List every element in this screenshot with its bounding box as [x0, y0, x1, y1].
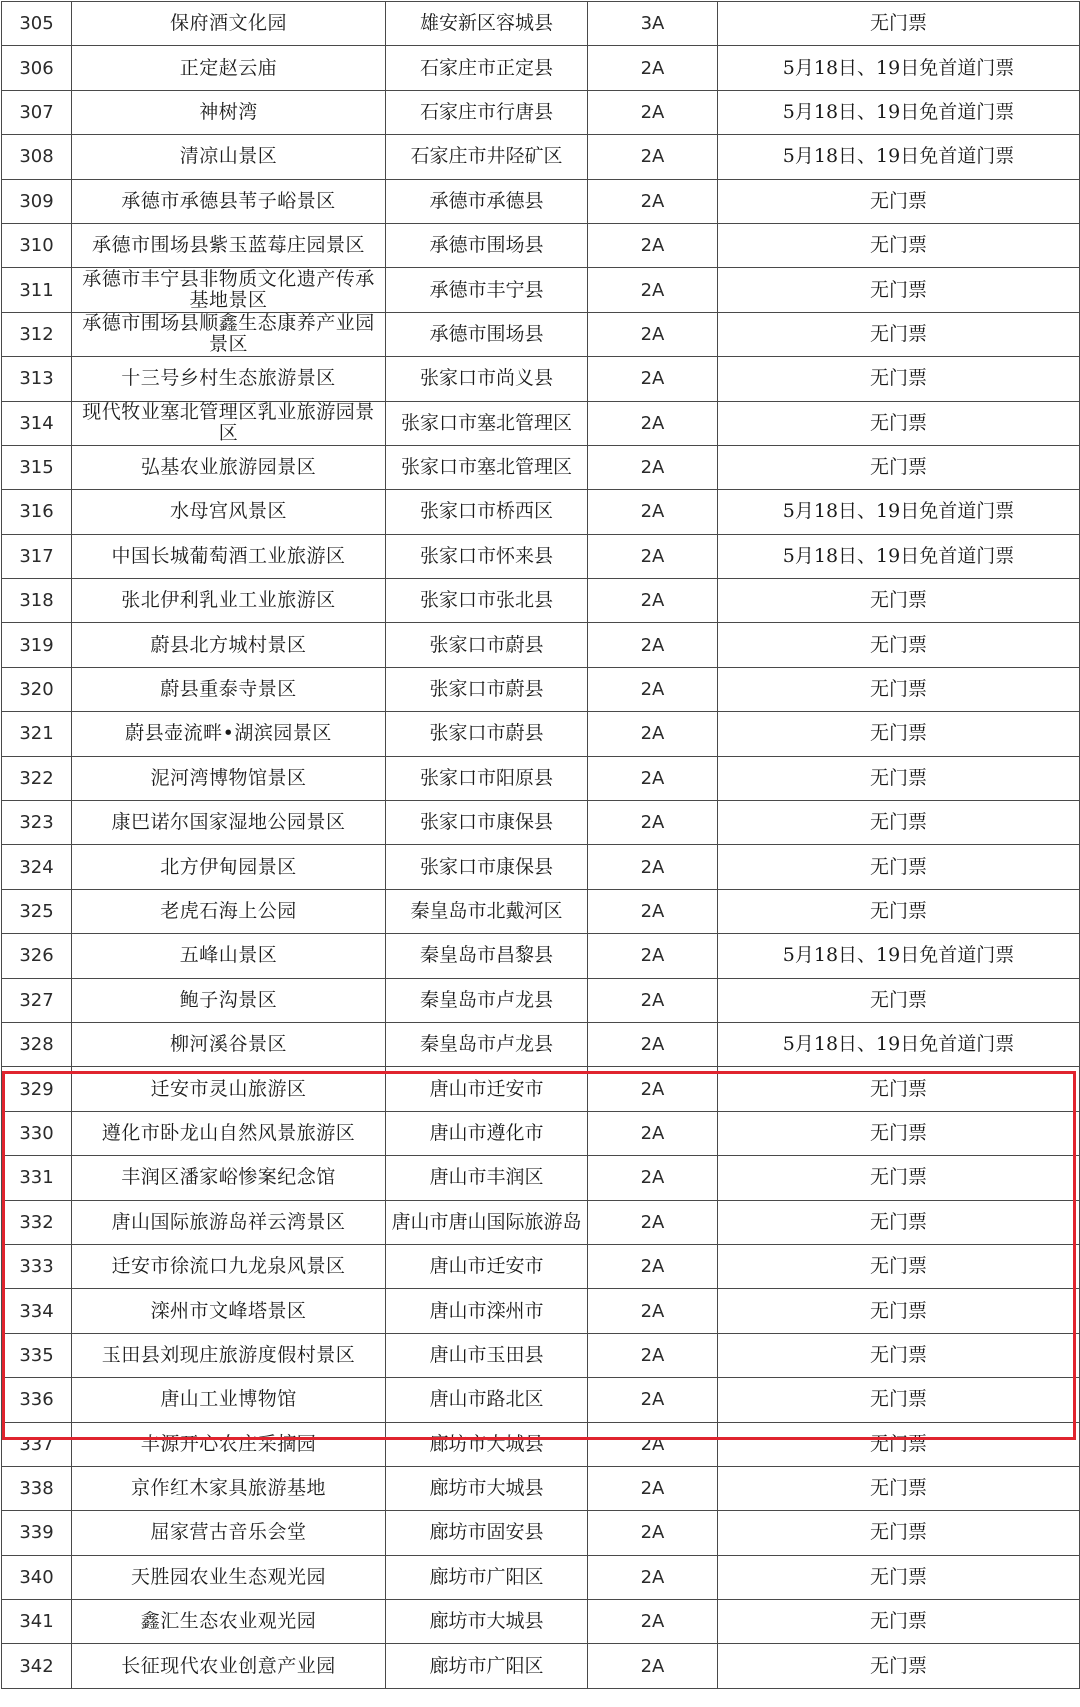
location-cell: 廊坊市广阳区	[386, 1555, 588, 1599]
table-row	[2, 135, 1080, 179]
scenic-area-name-cell: 泥河湾博物馆景区	[72, 756, 386, 800]
table-row	[2, 534, 1080, 578]
scenic-area-name-cell: 水母宫风景区	[72, 490, 386, 534]
scenic-area-name-cell: 鑫汇生态农业观光园	[72, 1600, 386, 1644]
ticket-policy-cell: 5月18日、19日免首道门票	[718, 90, 1080, 134]
table-row	[2, 179, 1080, 223]
location-cell: 承德市丰宁县	[386, 268, 588, 312]
scenic-area-name-cell: 十三号乡村生态旅游景区	[72, 357, 386, 401]
location-cell: 秦皇岛市北戴河区	[386, 889, 588, 933]
scenic-area-name-cell: 鲍子沟景区	[72, 978, 386, 1022]
ticket-policy-cell: 无门票	[718, 623, 1080, 667]
scenic-area-name-cell: 唐山工业博物馆	[72, 1378, 386, 1422]
grade-cell: 2A	[588, 1111, 718, 1155]
location-cell: 秦皇岛市昌黎县	[386, 934, 588, 978]
location-cell: 张家口市尚义县	[386, 357, 588, 401]
grade-cell: 2A	[588, 1156, 718, 1200]
location-cell: 张家口市张北县	[386, 579, 588, 623]
scenic-area-name-cell: 承德市丰宁县非物质文化遗产传承基地景区	[72, 268, 386, 312]
ticket-policy-cell: 无门票	[718, 1111, 1080, 1155]
scenic-area-name-cell: 正定赵云庙	[72, 46, 386, 90]
ticket-policy-cell: 无门票	[718, 845, 1080, 889]
location-cell: 唐山市迁安市	[386, 1067, 588, 1111]
ticket-policy-cell: 无门票	[718, 1511, 1080, 1555]
location-cell: 张家口市康保县	[386, 845, 588, 889]
location-cell: 张家口市塞北管理区	[386, 445, 588, 489]
ticket-policy-cell: 5月18日、19日免首道门票	[718, 934, 1080, 978]
row-number-cell: 337	[2, 1422, 72, 1466]
table-row	[2, 490, 1080, 534]
grade-cell: 2A	[588, 1555, 718, 1599]
row-number-cell: 307	[2, 90, 72, 134]
location-cell: 承德市围场县	[386, 223, 588, 267]
table-row	[2, 1244, 1080, 1288]
table-row	[2, 1422, 1080, 1466]
scenic-area-name-cell: 柳河溪谷景区	[72, 1022, 386, 1066]
ticket-policy-cell: 5月18日、19日免首道门票	[718, 46, 1080, 90]
table-row	[2, 801, 1080, 845]
scenic-area-name-cell: 蔚县壶流畔•湖滨园景区	[72, 712, 386, 756]
table-row	[2, 889, 1080, 933]
grade-cell: 2A	[588, 1511, 718, 1555]
scenic-area-name-cell: 蔚县重泰寺景区	[72, 667, 386, 711]
ticket-policy-cell: 无门票	[718, 223, 1080, 267]
location-cell: 唐山市滦州市	[386, 1289, 588, 1333]
location-cell: 张家口市塞北管理区	[386, 401, 588, 445]
table-row	[2, 1600, 1080, 1644]
row-number-cell: 313	[2, 357, 72, 401]
ticket-policy-cell: 无门票	[718, 312, 1080, 356]
row-number-cell: 311	[2, 268, 72, 312]
scenic-area-name-cell: 迁安市灵山旅游区	[72, 1067, 386, 1111]
grade-cell: 2A	[588, 534, 718, 578]
scenic-area-name-cell: 丰润区潘家峪惨案纪念馆	[72, 1156, 386, 1200]
grade-cell: 2A	[588, 579, 718, 623]
location-cell: 雄安新区容城县	[386, 2, 588, 46]
location-cell: 唐山市玉田县	[386, 1333, 588, 1377]
location-cell: 石家庄市正定县	[386, 46, 588, 90]
row-number-cell: 325	[2, 889, 72, 933]
grade-cell: 2A	[588, 135, 718, 179]
grade-cell: 2A	[588, 46, 718, 90]
row-number-cell: 340	[2, 1555, 72, 1599]
row-number-cell: 321	[2, 712, 72, 756]
scenic-area-name-cell: 康巴诺尔国家湿地公园景区	[72, 801, 386, 845]
location-cell: 秦皇岛市卢龙县	[386, 978, 588, 1022]
row-number-cell: 329	[2, 1067, 72, 1111]
ticket-policy-cell: 无门票	[718, 756, 1080, 800]
row-number-cell: 330	[2, 1111, 72, 1155]
scenic-area-name-cell: 现代牧业塞北管理区乳业旅游园景区	[72, 401, 386, 445]
row-number-cell: 328	[2, 1022, 72, 1066]
row-number-cell: 335	[2, 1333, 72, 1377]
grade-cell: 2A	[588, 1200, 718, 1244]
ticket-policy-cell: 无门票	[718, 357, 1080, 401]
grade-cell: 2A	[588, 179, 718, 223]
row-number-cell: 341	[2, 1600, 72, 1644]
grade-cell: 2A	[588, 667, 718, 711]
location-cell: 廊坊市固安县	[386, 1511, 588, 1555]
row-number-cell: 312	[2, 312, 72, 356]
grade-cell: 2A	[588, 801, 718, 845]
location-cell: 承德市围场县	[386, 312, 588, 356]
row-number-cell: 318	[2, 579, 72, 623]
ticket-policy-cell: 无门票	[718, 1289, 1080, 1333]
location-cell: 张家口市蔚县	[386, 712, 588, 756]
ticket-policy-cell: 无门票	[718, 268, 1080, 312]
location-cell: 廊坊市大城县	[386, 1600, 588, 1644]
table-row	[2, 934, 1080, 978]
grade-cell: 2A	[588, 1644, 718, 1688]
row-number-cell: 332	[2, 1200, 72, 1244]
ticket-policy-cell: 无门票	[718, 712, 1080, 756]
scenic-area-name-cell: 唐山国际旅游岛祥云湾景区	[72, 1200, 386, 1244]
scenic-area-name-cell: 五峰山景区	[72, 934, 386, 978]
grade-cell: 2A	[588, 1600, 718, 1644]
ticket-policy-cell: 无门票	[718, 667, 1080, 711]
table-row	[2, 712, 1080, 756]
ticket-policy-cell: 无门票	[718, 1600, 1080, 1644]
location-cell: 唐山市迁安市	[386, 1244, 588, 1288]
grade-cell: 2A	[588, 1378, 718, 1422]
grade-cell: 2A	[588, 978, 718, 1022]
row-number-cell: 316	[2, 490, 72, 534]
scenic-area-name-cell: 屈家营古音乐会堂	[72, 1511, 386, 1555]
ticket-policy-cell: 无门票	[718, 1644, 1080, 1688]
row-number-cell: 334	[2, 1289, 72, 1333]
ticket-policy-cell: 无门票	[718, 1200, 1080, 1244]
ticket-policy-cell: 无门票	[718, 1422, 1080, 1466]
location-cell: 唐山市遵化市	[386, 1111, 588, 1155]
scenic-area-name-cell: 京作红木家具旅游基地	[72, 1466, 386, 1510]
row-number-cell: 322	[2, 756, 72, 800]
grade-cell: 2A	[588, 889, 718, 933]
table-row	[2, 401, 1080, 445]
row-number-cell: 333	[2, 1244, 72, 1288]
table-row	[2, 845, 1080, 889]
ticket-policy-cell: 无门票	[718, 1156, 1080, 1200]
table-row	[2, 357, 1080, 401]
table-body	[2, 2, 1080, 1689]
grade-cell: 2A	[588, 312, 718, 356]
location-cell: 张家口市康保县	[386, 801, 588, 845]
table-row	[2, 2, 1080, 46]
grade-cell: 2A	[588, 1289, 718, 1333]
scenic-area-name-cell: 长征现代农业创意产业园	[72, 1644, 386, 1688]
scenic-area-name-cell: 承德市围场县顺鑫生态康养产业园景区	[72, 312, 386, 356]
ticket-policy-cell: 无门票	[718, 2, 1080, 46]
grade-cell: 2A	[588, 623, 718, 667]
ticket-policy-cell: 5月18日、19日免首道门票	[718, 135, 1080, 179]
location-cell: 唐山市丰润区	[386, 1156, 588, 1200]
row-number-cell: 314	[2, 401, 72, 445]
grade-cell: 2A	[588, 1333, 718, 1377]
ticket-policy-cell: 无门票	[718, 1067, 1080, 1111]
ticket-policy-cell: 无门票	[718, 579, 1080, 623]
table-row	[2, 1067, 1080, 1111]
scenic-area-name-cell: 承德市围场县紫玉蓝莓庄园景区	[72, 223, 386, 267]
table-row	[2, 46, 1080, 90]
grade-cell: 2A	[588, 401, 718, 445]
scenic-area-name-cell: 清凉山景区	[72, 135, 386, 179]
table-row	[2, 623, 1080, 667]
row-number-cell: 342	[2, 1644, 72, 1688]
table-row	[2, 1289, 1080, 1333]
row-number-cell: 305	[2, 2, 72, 46]
location-cell: 张家口市蔚县	[386, 667, 588, 711]
ticket-policy-cell: 无门票	[718, 1244, 1080, 1288]
scenic-area-name-cell: 保府酒文化园	[72, 2, 386, 46]
row-number-cell: 324	[2, 845, 72, 889]
scenic-area-name-cell: 迁安市徐流口九龙泉风景区	[72, 1244, 386, 1288]
ticket-policy-cell: 无门票	[718, 445, 1080, 489]
grade-cell: 3A	[588, 2, 718, 46]
location-cell: 秦皇岛市卢龙县	[386, 1022, 588, 1066]
ticket-policy-cell: 无门票	[718, 401, 1080, 445]
table-row	[2, 90, 1080, 134]
scenic-area-name-cell: 天胜园农业生态观光园	[72, 1555, 386, 1599]
ticket-policy-cell: 无门票	[718, 889, 1080, 933]
location-cell: 张家口市蔚县	[386, 623, 588, 667]
grade-cell: 2A	[588, 934, 718, 978]
ticket-policy-cell: 无门票	[718, 801, 1080, 845]
table-row	[2, 1333, 1080, 1377]
scenic-area-name-cell: 承德市承德县苇子峪景区	[72, 179, 386, 223]
location-cell: 唐山市唐山国际旅游岛	[386, 1200, 588, 1244]
table-row	[2, 579, 1080, 623]
location-cell: 张家口市阳原县	[386, 756, 588, 800]
table-row	[2, 1466, 1080, 1510]
row-number-cell: 323	[2, 801, 72, 845]
grade-cell: 2A	[588, 1067, 718, 1111]
table-row	[2, 667, 1080, 711]
location-cell: 承德市承德县	[386, 179, 588, 223]
table-row	[2, 445, 1080, 489]
location-cell: 石家庄市行唐县	[386, 90, 588, 134]
table-row	[2, 1511, 1080, 1555]
row-number-cell: 310	[2, 223, 72, 267]
scenic-area-name-cell: 丰源开心农庄采摘园	[72, 1422, 386, 1466]
table-row	[2, 1111, 1080, 1155]
scenic-area-name-cell: 中国长城葡萄酒工业旅游区	[72, 534, 386, 578]
table-row	[2, 1555, 1080, 1599]
grade-cell: 2A	[588, 1022, 718, 1066]
table-row	[2, 1378, 1080, 1422]
row-number-cell: 315	[2, 445, 72, 489]
grade-cell: 2A	[588, 1422, 718, 1466]
grade-cell: 2A	[588, 90, 718, 134]
table-row	[2, 1156, 1080, 1200]
row-number-cell: 306	[2, 46, 72, 90]
table-row	[2, 756, 1080, 800]
scenic-area-name-cell: 神树湾	[72, 90, 386, 134]
scenic-area-name-cell: 弘基农业旅游园景区	[72, 445, 386, 489]
table-row	[2, 1022, 1080, 1066]
grade-cell: 2A	[588, 756, 718, 800]
row-number-cell: 331	[2, 1156, 72, 1200]
location-cell: 廊坊市大城县	[386, 1466, 588, 1510]
row-number-cell: 327	[2, 978, 72, 1022]
grade-cell: 2A	[588, 445, 718, 489]
grade-cell: 2A	[588, 845, 718, 889]
scenic-area-name-cell: 老虎石海上公园	[72, 889, 386, 933]
ticket-policy-cell: 无门票	[718, 978, 1080, 1022]
scenic-area-table	[1, 1, 1080, 1689]
table-row	[2, 312, 1080, 356]
row-number-cell: 320	[2, 667, 72, 711]
ticket-policy-cell: 无门票	[718, 1333, 1080, 1377]
ticket-policy-cell: 5月18日、19日免首道门票	[718, 490, 1080, 534]
grade-cell: 2A	[588, 1466, 718, 1510]
location-cell: 廊坊市大城县	[386, 1422, 588, 1466]
scenic-area-name-cell: 滦州市文峰塔景区	[72, 1289, 386, 1333]
location-cell: 唐山市路北区	[386, 1378, 588, 1422]
scenic-area-name-cell: 遵化市卧龙山自然风景旅游区	[72, 1111, 386, 1155]
table-row	[2, 978, 1080, 1022]
row-number-cell: 338	[2, 1466, 72, 1510]
table-row	[2, 223, 1080, 267]
location-cell: 石家庄市井陉矿区	[386, 135, 588, 179]
row-number-cell: 326	[2, 934, 72, 978]
ticket-policy-cell: 5月18日、19日免首道门票	[718, 1022, 1080, 1066]
table-row	[2, 1644, 1080, 1688]
grade-cell: 2A	[588, 357, 718, 401]
location-cell: 张家口市桥西区	[386, 490, 588, 534]
grade-cell: 2A	[588, 223, 718, 267]
grade-cell: 2A	[588, 712, 718, 756]
location-cell: 张家口市怀来县	[386, 534, 588, 578]
scenic-area-name-cell: 蔚县北方城村景区	[72, 623, 386, 667]
grade-cell: 2A	[588, 490, 718, 534]
location-cell: 廊坊市广阳区	[386, 1644, 588, 1688]
ticket-policy-cell: 5月18日、19日免首道门票	[718, 534, 1080, 578]
ticket-policy-cell: 无门票	[718, 1466, 1080, 1510]
ticket-policy-cell: 无门票	[718, 179, 1080, 223]
row-number-cell: 339	[2, 1511, 72, 1555]
scenic-area-name-cell: 北方伊甸园景区	[72, 845, 386, 889]
scenic-area-name-cell: 玉田县刘现庄旅游度假村景区	[72, 1333, 386, 1377]
grade-cell: 2A	[588, 1244, 718, 1288]
row-number-cell: 309	[2, 179, 72, 223]
scenic-area-name-cell: 张北伊利乳业工业旅游区	[72, 579, 386, 623]
ticket-policy-cell: 无门票	[718, 1555, 1080, 1599]
row-number-cell: 336	[2, 1378, 72, 1422]
row-number-cell: 317	[2, 534, 72, 578]
ticket-policy-cell: 无门票	[718, 1378, 1080, 1422]
table-row	[2, 268, 1080, 312]
row-number-cell: 308	[2, 135, 72, 179]
grade-cell: 2A	[588, 268, 718, 312]
row-number-cell: 319	[2, 623, 72, 667]
table-row	[2, 1200, 1080, 1244]
